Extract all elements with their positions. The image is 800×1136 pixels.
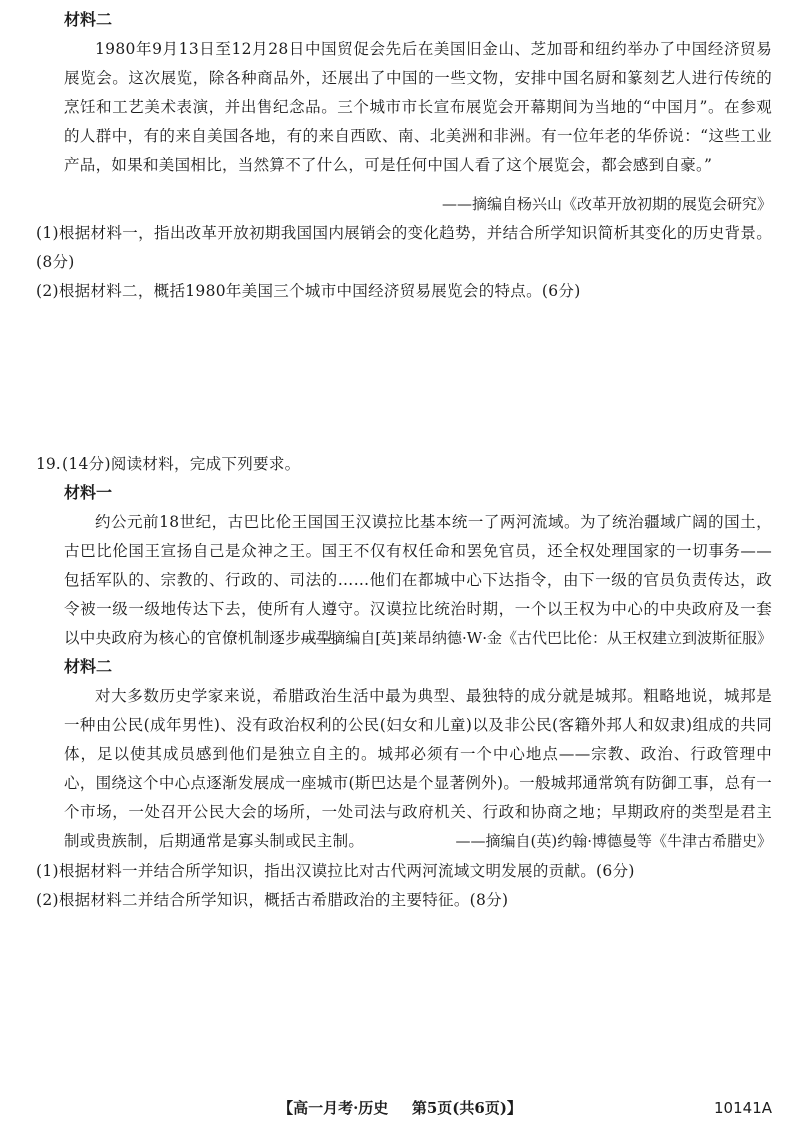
material-2-text: 1980年9月13日至12月28日中国贸促会先后在美国旧金山、芝加哥和纽约举办了中国经济贸易展览会。这次展览，除各种商品外，还展出了中国的一些文物，安排中国名厨和篆刻艺人进行传统的烹饪和工艺美术表演，并出售纪念品。三个城市市长宣布展览会开幕期间为当地的“中国月”。在参观的人群中，有的来自美国各地，有的来自西欧、南、北美洲和非洲。有一位年老的华侨说：“这些工业产品，如果和美国相比，当然算不了什么，可是任何中国人看了这个展览会，都会感到自豪。” bbox=[64, 40, 772, 174]
q19-material-2-heading: 材料二 bbox=[64, 657, 113, 676]
footer-paper-code: 10141A bbox=[714, 1099, 772, 1117]
q19-material-1-heading: 材料一 bbox=[64, 483, 113, 502]
question-19-2: (2)根据材料二并结合所学知识，概括古希腊政治的主要特征。(8分) bbox=[36, 891, 509, 909]
q19-material-2-text: 对大多数历史学家来说，希腊政治生活中最为典型、最独特的成分就是城邦。粗略地说，城邦是一种由公民(成年男性)、没有政治权利的公民(妇女和儿童)以及非公民(客籍外邦人和奴隶)组成的共同体，足以使其成员感到他们是独立自主的。城邦必须有一个中心地点——宗教、政治、行政管理中心，围绕这个中心点逐渐发展成一座城市(斯巴达是个显著例外)。一般城邦通常筑有防御工事，总有一个市场，一处召开公民大会的场所，一处司法与政府机关、行政和协商之地；早期政府的类型是君主制或贵族制，后期通常是寡头制或民主制。 bbox=[64, 687, 772, 850]
page-footer bbox=[0, 1096, 800, 1120]
q19-material-1-source: ——摘编自[英]莱昂纳德·W·金《古代巴比伦：从王权建立到波斯征服》 bbox=[300, 629, 772, 647]
q19-material-1-text: 约公元前18世纪，古巴比伦王国国王汉谟拉比基本统一了两河流域。为了统治疆域广阔的国土，古巴比伦国王宣扬自己是众神之王。国王不仅有权任命和罢免官员，还全权处理国家的一切事务——包括军队的、宗教的、行政的、司法的……他们在都城中心下达指令，由下一级的官员负责传达，政令被一级一级地传达下去，使所有人遵守。汉谟拉比统治时期，一个以王权为中心的中央政府及一套以中央政府为核心的官僚机制逐步成型。 bbox=[64, 513, 772, 647]
question-19-intro: (14分)阅读材料，完成下列要求。 bbox=[62, 455, 301, 473]
footer-exam-title: 【高一月考·历史 bbox=[278, 1099, 389, 1117]
question-19-1: (1)根据材料一并结合所学知识，指出汉谟拉比对古代两河流域文明发展的贡献。(6分) bbox=[36, 862, 635, 880]
question-19-number: 19. bbox=[36, 455, 61, 473]
question-18-2: (2)根据材料二，概括1980年美国三个城市中国经济贸易展览会的特点。(6分) bbox=[36, 282, 581, 300]
question-18-1: (1)根据材料一，指出改革开放初期我国国内展销会的变化趋势，并结合所学知识简析其变化的历史背景。(8分) bbox=[36, 224, 772, 271]
material-2-heading: 材料二 bbox=[64, 10, 113, 29]
material-2-source: ——摘编自杨兴山《改革开放初期的展览会研究》 bbox=[441, 195, 772, 213]
q19-material-2-source: ——摘编自(英)约翰·博德曼等《牛津古希腊史》 bbox=[455, 832, 772, 850]
footer-page-number: 第5页(共6页)】 bbox=[411, 1099, 522, 1117]
